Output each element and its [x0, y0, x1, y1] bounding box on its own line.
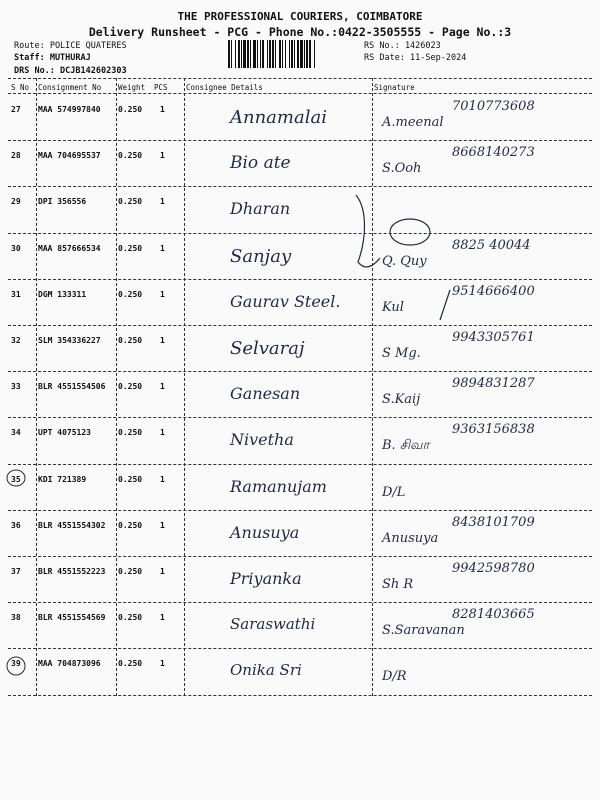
row-phone: 8438101709	[452, 514, 535, 530]
row-consignee-name: Dharan	[230, 199, 291, 219]
runsheet-title: Delivery Runsheet - PCG - Phone No.:0422-3505555 - Page No.:3	[88, 25, 512, 39]
barcode-bar	[228, 40, 230, 68]
row-consignee-name: Ramanujam	[230, 476, 327, 496]
row-consignee-name: Saraswathi	[230, 615, 316, 634]
row-phone: 9514666400	[452, 283, 535, 299]
row-consignment-no: DPI 356556	[38, 197, 87, 207]
row-divider	[8, 233, 592, 234]
column-divider	[184, 78, 185, 696]
row-divider	[8, 602, 592, 603]
row-pcs: 1	[160, 474, 165, 484]
row-signature: B. சிவா	[382, 438, 430, 454]
barcode-bar	[260, 40, 261, 68]
row-consignment-no: BLR 4551554302	[38, 520, 106, 530]
row-consignee-name: Ganesan	[230, 384, 301, 404]
row-signature: Anusuya	[382, 530, 439, 546]
drs-number: DRS No.: DCJB142602303	[14, 66, 127, 76]
barcode-bar	[285, 40, 286, 68]
barcode-bar	[250, 40, 251, 68]
row-pcs: 1	[160, 382, 165, 392]
row-consignment-no: MAA 704873096	[38, 659, 101, 669]
row-signature: A.meenal	[382, 115, 444, 130]
row-sno: 28	[11, 151, 21, 161]
column-divider	[372, 78, 373, 696]
row-sno: 33	[11, 382, 21, 392]
row-pcs: 1	[160, 520, 165, 530]
row-consignment-no: SLM 354336227	[38, 336, 101, 345]
row-signature: S.Ooh	[382, 161, 422, 177]
row-phone: 9942598780	[452, 561, 535, 576]
barcode-bar	[306, 40, 308, 68]
barcode-bar	[247, 40, 249, 68]
barcode-bar	[289, 40, 290, 68]
row-consignment-no: BLR 4551554506	[38, 382, 106, 392]
barcode-bar	[272, 40, 274, 68]
row-consignee-name: Gaurav Steel.	[230, 291, 341, 311]
row-phone: 8825 40044	[452, 237, 531, 253]
row-sno: 35	[11, 474, 21, 484]
col-header-sno: S No	[11, 83, 30, 92]
row-weight: 0.250	[118, 659, 143, 669]
row-consignment-no: BLR 4551554569	[38, 613, 106, 623]
row-phone: 9363156838	[452, 422, 535, 438]
row-phone: 8668140273	[452, 145, 535, 161]
col-header-consignee: Consignee Details	[186, 83, 263, 92]
barcode-bar	[297, 40, 299, 68]
barcode-bar	[279, 40, 281, 68]
row-consignment-no: KDI 721389	[38, 474, 87, 484]
row-phone: 7010773608	[452, 99, 535, 114]
barcode-bar	[241, 40, 242, 68]
col-header-pcs: PCS	[154, 83, 168, 92]
column-divider	[36, 78, 37, 696]
barcode-bar	[275, 40, 276, 68]
row-signature: S.Kaij	[382, 392, 421, 408]
row-divider	[8, 279, 592, 280]
row-pcs: 1	[160, 428, 165, 438]
row-consignee-name: Anusuya	[230, 522, 300, 542]
row-pcs: 1	[160, 197, 165, 207]
row-weight: 0.250	[118, 613, 143, 623]
row-sno: 31	[11, 289, 21, 299]
row-consignment-no: MAA 574997840	[38, 105, 101, 114]
row-weight: 0.250	[118, 520, 143, 530]
barcode	[228, 40, 356, 68]
row-consignee-name: Selvaraj	[230, 338, 305, 359]
row-weight: 0.250	[118, 428, 143, 438]
row-divider	[8, 186, 592, 187]
row-weight: 0.250	[118, 336, 143, 345]
barcode-bar	[257, 40, 258, 68]
row-sno: 29	[11, 197, 21, 207]
row-sno: 27	[11, 105, 21, 114]
row-pcs: 1	[160, 613, 165, 623]
row-signature: Sh R	[382, 577, 414, 592]
row-sno: 38	[11, 613, 21, 623]
row-divider	[8, 695, 592, 696]
barcode-bar	[291, 40, 293, 68]
row-consignment-no: UPT 4075123	[38, 428, 91, 438]
row-signature: S Mg.	[382, 346, 421, 361]
row-consignment-no: MAA 704695537	[38, 151, 101, 161]
route-label: Route: POLICE QUATERES	[14, 41, 127, 51]
barcode-bar	[253, 40, 256, 68]
header-top-rule	[8, 78, 592, 79]
row-consignee-name: Sanjay	[230, 245, 292, 267]
barcode-bar	[304, 40, 305, 68]
row-divider	[8, 371, 592, 372]
barcode-bar	[282, 40, 283, 68]
row-pcs: 1	[160, 659, 165, 669]
rs-date: RS Date: 11-Sep-2024	[364, 53, 467, 63]
row-signature: Q. Quy	[382, 253, 427, 269]
header-bottom-rule	[8, 93, 592, 94]
barcode-bar	[314, 40, 315, 68]
staff-label: Staff: MUTHURAJ	[14, 53, 91, 63]
row-signature: S.Saravanan	[382, 623, 465, 639]
row-consignment-no: MAA 857666534	[38, 243, 101, 253]
row-weight: 0.250	[118, 197, 143, 207]
row-pcs: 1	[160, 151, 165, 161]
rs-number: RS No.: 1426023	[364, 41, 441, 51]
row-consignee-name: Annamalai	[230, 107, 327, 128]
row-sno: 32	[11, 336, 21, 345]
row-signature: D/L	[382, 484, 406, 500]
barcode-bar	[235, 40, 236, 68]
row-sno: 39	[11, 659, 21, 669]
row-sno: 34	[11, 428, 21, 438]
row-divider	[8, 417, 592, 418]
row-pcs: 1	[160, 289, 165, 299]
row-weight: 0.250	[118, 382, 143, 392]
row-pcs: 1	[160, 336, 165, 345]
barcode-bar	[267, 40, 268, 68]
row-sno: 37	[11, 567, 21, 576]
row-divider	[8, 325, 592, 326]
row-consignment-no: DGM 133311	[38, 289, 87, 299]
barcode-bar	[300, 40, 303, 68]
row-signature: Kul	[382, 299, 404, 315]
barcode-bar	[309, 40, 311, 68]
row-pcs: 1	[160, 243, 165, 253]
barcode-bar	[262, 40, 264, 68]
row-weight: 0.250	[118, 567, 143, 576]
row-consignee-name: Bio ate	[230, 153, 291, 174]
row-consignee-name: Onika Sri	[230, 661, 302, 680]
row-divider	[8, 140, 592, 141]
row-phone: 9894831287	[452, 376, 535, 392]
row-sno: 36	[11, 520, 21, 530]
row-divider	[8, 510, 592, 511]
col-header-consignment: Consignment No	[38, 83, 102, 92]
row-weight: 0.250	[118, 289, 143, 299]
row-consignee-name: Nivetha	[230, 430, 294, 450]
row-weight: 0.250	[118, 151, 143, 161]
row-pcs: 1	[160, 567, 165, 576]
row-weight: 0.250	[118, 105, 143, 114]
row-sno: 30	[11, 243, 21, 253]
col-header-signature: Signature	[374, 83, 415, 92]
row-phone: 9943305761	[452, 330, 535, 345]
barcode-bar	[294, 40, 295, 68]
barcode-bar	[238, 40, 240, 68]
row-divider	[8, 556, 592, 557]
row-weight: 0.250	[118, 474, 143, 484]
row-pcs: 1	[160, 105, 165, 114]
barcode-bar	[269, 40, 271, 68]
col-header-weight: Weight	[118, 83, 146, 92]
row-phone: 8281403665	[452, 607, 535, 623]
row-signature: D/R	[382, 669, 407, 685]
row-divider	[8, 648, 592, 649]
barcode-bar	[243, 40, 246, 68]
company-title: THE PROFESSIONAL COURIERS, COIMBATORE	[177, 10, 423, 23]
row-weight: 0.250	[118, 243, 143, 253]
row-consignment-no: BLR 4551552223	[38, 567, 106, 576]
barcode-bar	[231, 40, 232, 68]
row-divider	[8, 464, 592, 465]
column-divider	[116, 78, 117, 696]
row-consignee-name: Priyanka	[230, 569, 302, 588]
